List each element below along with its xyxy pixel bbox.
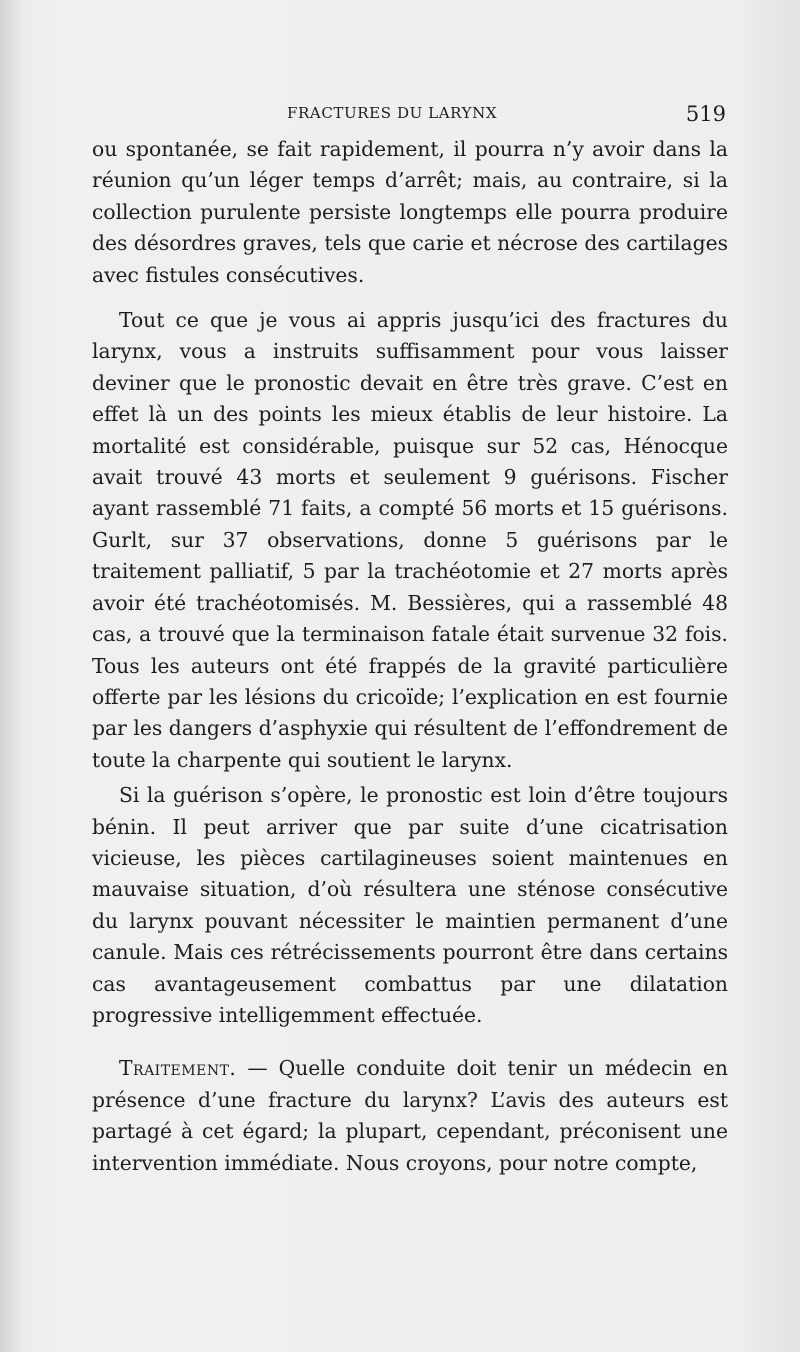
body-text bbox=[92, 134, 728, 1179]
paragraph-4-text: — Quelle conduite doit tenir un médecin en présence d’une fracture du larynx? L’avis des auteurs est partagé à cet égard; la plupart, cependant, préconisent une intervention immédiate. Nous croyons, pour notre compte, bbox=[92, 1056, 728, 1175]
paragraph-1: ou spontanée, se fait rapidement, il pourra n’y avoir dans la réunion qu’un léger temps d’arrêt; mais, au contraire, si la collection purulente persiste longtemps elle pourra produire des désordres graves, tels que carie et nécrose des cartilages avec fistules consécutives. bbox=[92, 137, 728, 287]
running-header bbox=[92, 104, 728, 134]
section-heading-traitement: Traitement. bbox=[119, 1056, 237, 1081]
running-title: FRACTURES DU LARYNX bbox=[287, 104, 498, 122]
paragraph-2: Tout ce que je vous ai appris jusqu’ici des fractures du larynx, vous a instruits suffisamment pour vous laisser deviner que le pronostic devait en être très grave. C’est en effet là un des points les mieux établis de leur histoire. La mortalité est considérable, puisque sur 52 cas, Hénocque avait trouvé 43 morts et seulement 9 guérisons. Fischer ayant rassemblé 71 faits, a compté 56 morts et 15 guérisons. Gurlt, sur 37 observations, donne 5 guérisons par le traitement palliatif, 5 par la trachéotomie et 27 morts après avoir été trachéotomisés. M. Bessières, qui a rassemblé 48 cas, a trouvé que la terminaison fatale était survenue 32 fois. Tous les auteurs ont été frappés de la gravité particulière offerte par les lésions du cricoïde; l’explication en est fournie par les dangers d’asphyxie qui résultent de l’effondrement de toute la charpente qui soutient le larynx. bbox=[92, 308, 728, 772]
paragraph-4 bbox=[92, 1053, 728, 1179]
page-number: 519 bbox=[685, 102, 726, 126]
page-content bbox=[92, 104, 728, 1179]
paragraph-3: Si la guérison s’opère, le pronostic est loin d’être toujours bénin. Il peut arriver que par suite d’une cicatrisation vicieuse, les pièces cartilagineuses soient maintenues en mauvaise situation, d’où résultera une sténose consécutive du larynx pouvant nécessiter le maintien permanent d’une canule. Mais ces rétrécissements pourront être dans certains cas avantageusement combattus par une dilatation progressive intelligemment effectuée. bbox=[92, 783, 728, 1027]
